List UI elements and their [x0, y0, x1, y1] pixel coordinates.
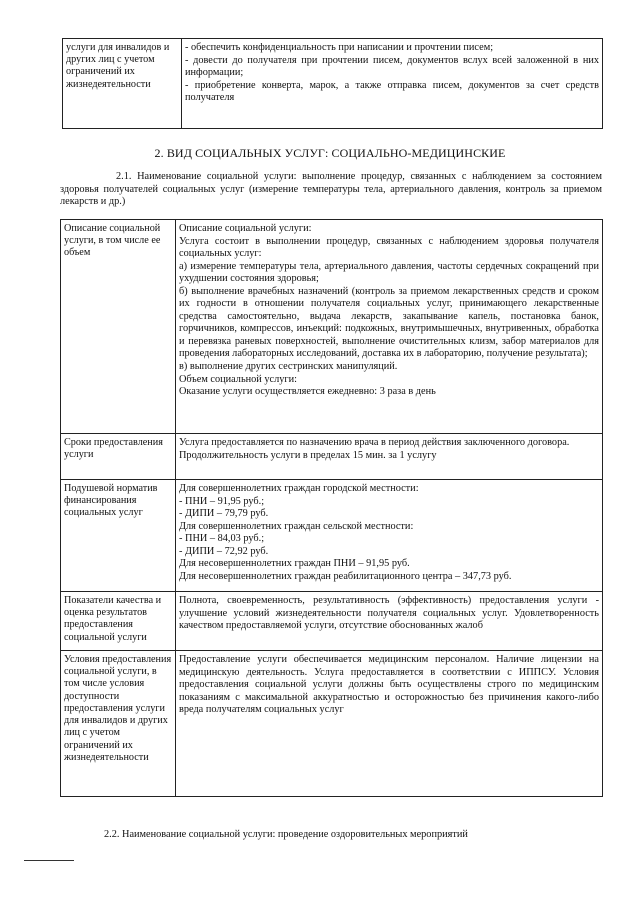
content-line: Услуга состоит в выполнении процедур, связанных с наблюдением здоровья получателя социальных услуг:: [179, 235, 599, 260]
row-label: [61, 220, 176, 434]
row-content: [176, 480, 603, 592]
row-label-text: услуги для инвалидов и других лиц с учетом ограничений их жизнедеятельности: [66, 42, 170, 90]
row-label-text: Сроки предоставления услуги: [64, 437, 163, 461]
content-line: - ПНИ – 84,03 руб.;: [179, 533, 265, 545]
content-line: - обеспечить конфиденциальность при написании и прочтении писем;: [185, 42, 494, 53]
row-label: [63, 39, 182, 129]
row-label: [61, 592, 176, 651]
row-content: [176, 651, 603, 797]
row-label-text: Условия предоставления социальной услуги, в том числе условия доступности предоставления услуги для инвалидов и других лиц с учетом ограничений их жизнедеятельности: [64, 654, 172, 763]
table-row: [61, 592, 603, 651]
footnote-divider: [24, 860, 74, 861]
row-content: [176, 592, 603, 651]
row-label: [61, 651, 176, 797]
table-row: [61, 220, 603, 434]
section-title: 2. ВИД СОЦИАЛЬНЫХ УСЛУГ: СОЦИАЛЬНО-МЕДИЦИНСКИЕ: [154, 146, 506, 160]
content-line: Для несовершеннолетних граждан ПНИ – 91,95 руб.: [179, 558, 410, 570]
row-content: [176, 220, 603, 434]
content-line: - ДИПИ – 79,79 руб.: [179, 508, 269, 520]
table-row: [61, 651, 603, 797]
content-line: Для несовершеннолетних граждан реабилитационного центра – 347,73 руб.: [179, 570, 512, 582]
table-row: [63, 39, 603, 129]
content-line: Для совершеннолетних граждан городской местности:: [179, 483, 419, 494]
row-label-text: Описание социальной услуги, в том числе ее объем: [64, 223, 161, 259]
content-line: в) выполнение других сестринских манипуляций.: [179, 361, 398, 373]
content-line: Оказание услуги осуществляется ежедневно: 3 раза в день: [179, 386, 436, 398]
row-label-text: Подушевой норматив финансирования социальных услуг: [64, 483, 158, 519]
content-line: - ПНИ – 91,95 руб.;: [179, 495, 265, 507]
content-line: б) выполнение врачебных назначений (контроль за приемом лекарственных средств и сроком их годности в отношении получателя социальных услуг, принимающего лекарственные средства самостоятельно, выдача лекарств, закапывание капель, постановка банок, горчичников, компрессов, инъекций: подкожных, внутримышечных, внутривенных, обработка и перевязка раневых поверхностей, выполнение очистительных клизм, забор материалов для проведения лабораторных исследований, доставка их в лабораторию, получение результата);: [179, 285, 599, 360]
content-line: - ДИПИ – 72,92 руб.: [179, 545, 269, 557]
content-line: - довести до получателя при прочтении писем, документов вслух всей заложенной в них информации;: [185, 54, 599, 79]
row-label: [61, 480, 176, 592]
content-line: Предоставление услуги обеспечивается медицинским персоналом. Наличие лицензии на медицинскую деятельность. Услуга предоставляется в соответствии с ИППСУ. Условия предоставления социальной услуги должны быть осуществлены строго по медицинским показаниям с максимальной аккуратностью и осторожностью без причинения какого-либо вреда получателям социальных услуг: [179, 654, 599, 716]
content-line: Полнота, своевременность, результативность (эффективность) предоставления услуги - улучшение условий жизнедеятельности получателя социальных услуг. Удовлетворенность качеством предоставляемой услуги, отсутствие обоснованных жалоб: [179, 595, 599, 632]
table-row: [61, 480, 603, 592]
service-2-1-paragraph: [60, 171, 602, 209]
service-2-2-text: 2.2. Наименование социальной услуги: проведение оздоровительных мероприятий: [104, 829, 468, 840]
row-content: [182, 39, 603, 129]
service-table: [60, 219, 603, 797]
row-label-text: Показатели качества и оценка результатов предоставления социальной услуги: [64, 595, 162, 643]
top-table: [62, 38, 603, 129]
content-line: Описание социальной услуги:: [179, 223, 312, 234]
content-line: Объем социальной услуги:: [179, 373, 297, 385]
content-line: Продолжительность услуги в пределах 15 мин. за 1 услугу: [179, 449, 437, 461]
service-2-2-paragraph: [104, 829, 604, 842]
content-line: а) измерение температуры тела, артериального давления, частоты сердечных сокращений при ухудшении состояния здоровья;: [179, 260, 599, 285]
row-content: [176, 434, 603, 480]
content-line: Для совершеннолетних граждан сельской местности:: [179, 520, 414, 532]
content-line: - приобретение конверта, марок, а также отправка писем, документов за счет средств получателя: [185, 79, 599, 104]
content-line: Услуга предоставляется по назначению врача в период действия заключенного договора.: [179, 437, 570, 448]
service-2-1-text: 2.1. Наименование социальной услуги: выполнение процедур, связанных с наблюдением за состоянием здоровья получателей социальных услуг (измерение температуры тела, артериального давления, контроль за приемом лекарств и др.): [60, 171, 602, 208]
table-row: [61, 434, 603, 480]
row-label: [61, 434, 176, 480]
